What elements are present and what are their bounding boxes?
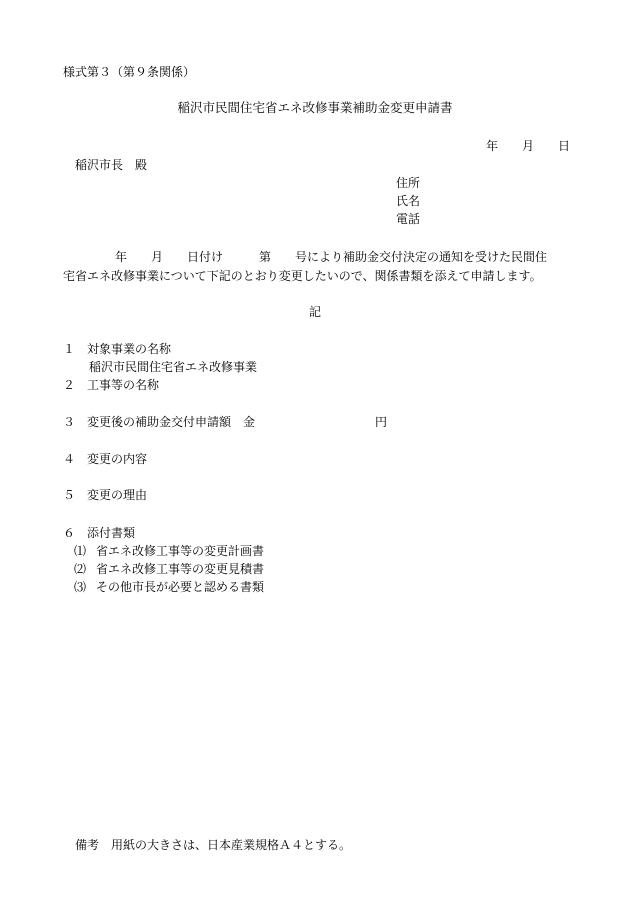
item-label: 変更後の補助金交付申請額 金 円	[87, 415, 388, 429]
item-number: １	[63, 342, 76, 356]
item-number: ３	[63, 415, 76, 429]
ki-heading: 記	[308, 305, 321, 319]
applicant-name-label: 氏名	[396, 194, 421, 208]
attachment-item	[74, 563, 264, 575]
form-number: 様式第３（第９条関係）	[63, 65, 196, 79]
list-item	[63, 453, 147, 465]
attachment-item	[74, 581, 264, 593]
applicant-address-label: 住所	[396, 176, 421, 190]
list-item	[63, 416, 387, 428]
item-1-value: 稲沢市民間住宅省エネ改修事業	[89, 360, 258, 374]
body-line-2: 宅省エネ改修事業について下記のとおり変更したいので、関係書類を添えて申請します。	[63, 269, 542, 283]
date-line: 年 月 日	[485, 139, 570, 153]
item-number: ４	[63, 452, 76, 466]
item-label: 工事等の名称	[87, 378, 160, 392]
item-number: ５	[63, 488, 76, 502]
attachment-label: 省エネ改修工事等の変更見積書	[96, 562, 265, 576]
applicant-phone-label: 電話	[396, 212, 421, 226]
item-label: 変更の理由	[87, 488, 148, 502]
body-line-1: 年 月 日付け 第 号により補助金交付決定の通知を受けた民間住	[115, 250, 548, 264]
list-item	[63, 527, 135, 539]
document-title: 稲沢市民間住宅省エネ改修事業補助金変更申請書	[177, 100, 453, 115]
item-number: ２	[63, 378, 76, 392]
attachment-label: その他市長が必要と認める書類	[96, 580, 265, 594]
attachment-label: 省エネ改修工事等の変更計画書	[96, 544, 265, 558]
remarks: 備考 用紙の大きさは、日本産業規格Ａ４とする。	[75, 838, 352, 852]
list-item	[63, 343, 171, 355]
addressee: 稲沢市長 殿	[75, 158, 148, 172]
item-number: ６	[63, 526, 76, 540]
attachment-number: ⑶	[74, 580, 87, 594]
item-label: 変更の内容	[87, 452, 148, 466]
attachment-number: ⑴	[74, 544, 87, 558]
attachment-item	[74, 545, 264, 557]
attachment-number: ⑵	[74, 562, 87, 576]
list-item	[63, 379, 159, 391]
list-item	[63, 489, 147, 501]
item-label: 対象事業の名称	[87, 342, 172, 356]
item-label: 添付書類	[87, 526, 136, 540]
